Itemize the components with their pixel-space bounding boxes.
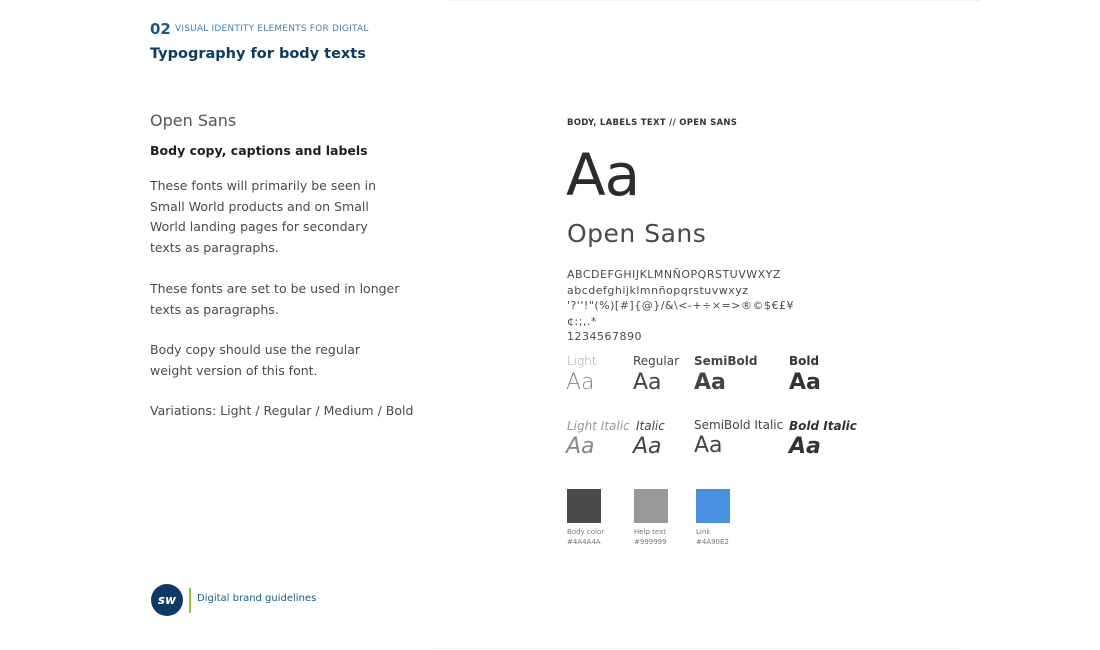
- char-line-symbols: '?''!"(%)[#]{@}/&\<-+÷×=>®©$€£¥: [567, 299, 794, 312]
- swatch-label-link: Link: [696, 528, 711, 536]
- char-line-digits: 1234567890: [567, 330, 642, 343]
- char-line-uppercase: ABCDEFGHIJKLMNÑOPQRSTUVWXYZ: [567, 268, 781, 281]
- paragraph-intro: These fonts will primarily be seen in Small World products and on Small World landing pages for secondary texts as paragraphs.: [150, 178, 377, 255]
- weight-sample-regular: Aa: [633, 370, 662, 395]
- weight-label-bold: Bold: [789, 354, 820, 368]
- logo-divider: [189, 588, 191, 613]
- section-title: VISUAL IDENTITY ELEMENTS FOR DIGITAL: [175, 24, 369, 34]
- weight-label-italic: Italic: [636, 419, 665, 433]
- weight-label-semibold-italic: SemiBold Italic: [694, 418, 784, 432]
- char-line-punctuation: ¢:;,.*: [567, 314, 597, 328]
- weight-sample-semibold: Aa: [694, 370, 726, 395]
- weight-label-bold-italic: Bold Italic: [789, 419, 857, 433]
- weight-sample-bold-italic: Aa: [789, 434, 821, 459]
- specimen-label: BODY, LABELS TEXT // OPEN SANS: [567, 118, 738, 128]
- bottom-divider: [430, 648, 960, 649]
- weight-sample-semibold-italic: Aa: [694, 433, 723, 458]
- brand-guidelines-text: Digital brand guidelines: [197, 593, 317, 604]
- swatch-label-help-text: Help text: [634, 528, 666, 536]
- usage-subtitle: Body copy, captions and labels: [150, 143, 368, 158]
- swatch-help-text: [634, 489, 668, 523]
- weight-label-semibold: SemiBold: [694, 354, 758, 368]
- swatch-hex-body-color: #4A4A4A: [567, 538, 601, 546]
- section-number: 02: [150, 20, 171, 38]
- weight-sample-light: Aa: [566, 370, 595, 395]
- weight-label-light-italic: Light Italic: [567, 419, 630, 433]
- paragraph-variations: Variations: Light / Regular / Medium / Bold: [150, 403, 414, 418]
- sw-logo: sw: [151, 584, 183, 616]
- page-title: Typography for body texts: [150, 46, 366, 62]
- font-name-heading: Open Sans: [150, 111, 237, 130]
- swatch-body-color: [567, 489, 601, 523]
- weight-label-regular: Regular: [633, 354, 680, 368]
- weight-sample-italic: Aa: [633, 434, 662, 459]
- swatch-hex-link: #4A90E2: [696, 538, 729, 546]
- swatch-label-body-color: Body color: [567, 528, 605, 536]
- weight-label-light: Light: [567, 354, 597, 368]
- big-sample-glyphs: Aa: [566, 141, 640, 209]
- character-set: [567, 267, 794, 345]
- char-line-lowercase: abcdefghijklmnñopqrstuvwxyz: [567, 283, 749, 297]
- paragraph-longer-texts: These fonts are set to be used in longer texts as paragraphs.: [150, 281, 400, 317]
- paragraph-regular-weight: Body copy should use the regular weight version of this font.: [150, 342, 361, 378]
- weight-sample-bold: Aa: [789, 370, 821, 395]
- top-divider: [450, 0, 980, 1]
- weight-sample-light-italic: Aa: [566, 434, 595, 459]
- specimen-font-name: Open Sans: [567, 219, 707, 248]
- swatch-link: [696, 489, 730, 523]
- swatch-hex-help-text: #999999: [634, 538, 667, 546]
